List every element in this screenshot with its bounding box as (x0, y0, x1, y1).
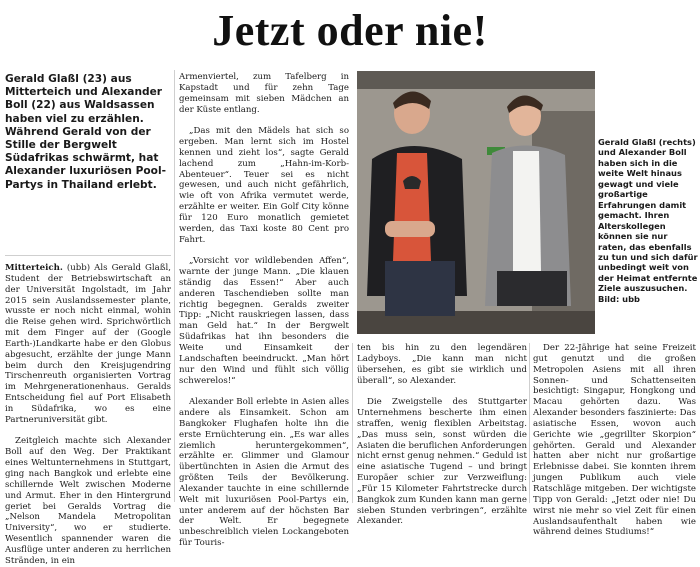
lead-paragraph: Gerald Glaßl (23) aus Mitterteich und Alexander Boll (22) aus Waldsassen haben viel zu erzählen. Während Gerald von der Stille der Bergwelt Südafrikas schwärmt, hat Alexander luxuriösen Pool-Partys in Thailand erlebt. (5, 73, 166, 191)
photo-credit: Bild: ubb (598, 293, 640, 304)
column-rule (174, 70, 175, 502)
article-column-3 (357, 343, 527, 527)
photo-caption (598, 137, 698, 304)
article-column-1 (5, 263, 171, 567)
dateline: Mitterteich. (5, 263, 63, 273)
article-paragraph: Die Zweigstelle des Stuttgarter Unternehmens bescherte ihm einen straffen, wenig flexiblen Arbeitstag. „Das muss sein, sonst würden die Asiaten die beruflichen Anforderungen nicht ernst genug nehmen.“ Geduld ist eine asiatische Tugend – und bringt Europäer schier zur Verzweiflung: „Für 15 Kilometer Fahrtstrecke durch Bangkok zum Kunden kann man gerne sieben Stunden verbringen“, erzählte Alexander. (357, 397, 527, 527)
section-rule (5, 255, 171, 256)
photo-illustration (357, 71, 595, 334)
article-column-4 (533, 343, 696, 538)
article-column-2 (179, 72, 349, 549)
article-paragraph: Armenviertel, zum Tafelberg in Kapstadt und für zehn Tage gemeinsam mit sieben Mädchen an der Küste entlang. (179, 72, 349, 115)
caption-text: Gerald Glaßl (rechts) und Alexander Boll haben sich in die weite Welt hinaus gewagt und viele großartige Erfahrungen damit gemacht. Ihren Alterskollegen können sie nur raten, das ebenfalls zu tun und sich dafür unbedingt weit von der Heimat entfernte Ziele auszusuchen. (598, 137, 698, 294)
article-paragraph: Der 22-Jährige hat seine Freizeit gut genutzt und die großen Metropolen Asiens mit all ihren Sonnen- und Schattenseiten besichtigt: Singapur, Hongkong und Macau gehörten dazu. Was Alexander besonders faszinierte: Das asiatische Essen, wovon auch Gerichte wie „gegrillter Skorpion“ gehörten. Gerald und Alexander hatten aber nicht nur großartige Erlebnisse dabei. Sie konnten ihrem jungen Publikum auch viele Ratschläge mitgeben. Der wichtigste Tipp von Gerald: „Jetzt oder nie! Du wirst nie mehr so viel Zeit für einen Auslandsaufenthalt haben wie während deines Studiums!“ (533, 343, 696, 538)
article-paragraph: Alexander Boll erlebte in Asien alles andere als Einsamkeit. Schon am Bangkoker Flughafen holte ihn die erste Ernüchterung ein. „Es war alles ziemlich heruntergekommen“, erzählte er. Glimmer und Glamour übertünchten in Asien die Armut des größten Teils der Bevölkerung. Alexander tauchte in eine schillernde Welt mit luxuriösen Pool-Partys ein, unter anderem auf der höchsten Bar der Welt. Er begegnete unbeschreiblich vielen Lockangeboten für Touris- (179, 397, 349, 549)
column-rule (352, 343, 353, 503)
article-paragraph (5, 263, 171, 426)
headline: Jetzt oder nie! (212, 6, 488, 55)
article-photo (357, 71, 595, 334)
article-paragraph: „Das mit den Mädels hat sich so ergeben. Man lernt sich im Hostel kennen und zieht los“, sagte Gerald lachend zum „Hahn-im-Korb-Abenteuer“. Teuer sei es nicht gewesen, und auch nicht gefährlich, wie oft von Afrika vermutet werde, erzählte er weiter. Ein Golf City könne für 120 Euro monatlich gemietet werden, das Taxi koste 80 Cent pro Fahrt. (179, 126, 349, 245)
column-rule (529, 343, 530, 503)
article-paragraph: „Vorsicht vor wildlebenden Affen“, warnte der junge Mann. „Die klauen ständig das Essen!“ Aber auch anderen Taschendieben sollte man richtig begegnen. Geralds zweiter Tipp: „Nicht rauskriegen lassen, dass man Geld hat.“ In der Bergwelt Südafrikas hat ihn besonders die Weite und Einsamkeit der Landschaften beeindruckt. „Man hört nur den Wind und fühlt sich völlig schwerelos!“ (179, 256, 349, 386)
article-paragraph: Zeitgleich machte sich Alexander Boll auf den Weg. Der Praktikant eines Weltunternehmens in Stuttgart, ging nach Bangkok und erlebte eine schillernde Welt zwischen Moderne und Armut. Eher in den Hintergrund geriet bei Geralds Vortrag die „Nelson Mandela Metropolitan University“, wo er studierte. Wesentlich spannender waren die Ausflüge unter anderen zu herrlichen Stränden, in ein (5, 436, 171, 566)
paragraph-text: (ubb) Als Gerald Glaßl, Student der Betriebswirtschaft an der Universität Ingolstadt, im Jahr 2015 sein Auslandssemester plante, wusste er noch nicht einmal, wohin die Reise gehen wird. Sprichwörtlich mit dem Finger auf der (Google Earth-)Landkarte habe er den Globus abgesucht, erzählte der junge Mann beim durch den Kreisjugendring Tirschenreuth organisierten Vortrag im Mehrgenerationenhaus. Geralds Entscheidung fiel auf Port Elisabeth in Südafrika, wo es eine Partneruniversität gibt. (5, 263, 171, 425)
article-paragraph: ten bis hin zu den legendären Ladyboys. „Die kann man nicht übersehen, es gibt sie wirklich und überall“, so Alexander. (357, 343, 527, 386)
